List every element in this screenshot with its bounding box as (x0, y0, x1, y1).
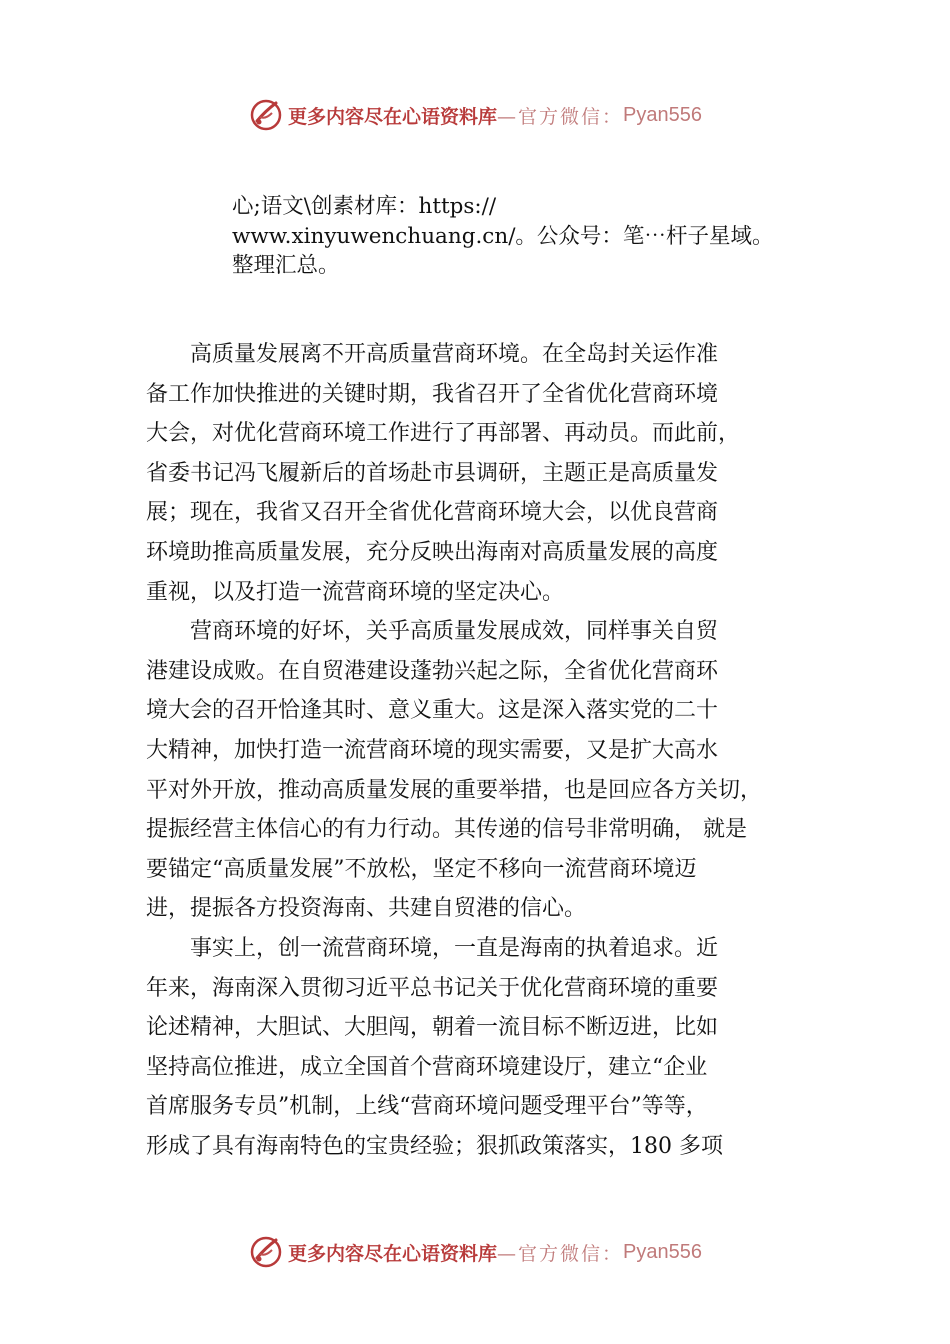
body-text-line: 备工作加快推进的关键时期，我省召开了全省优化营商环境 (146, 381, 719, 407)
body-text-line: 平对外开放，推动高质量发展的重要举措，也是回应各方关切， (146, 777, 763, 803)
body-text-line: 大会，对优化营商环境工作进行了再部署、再动员。而此前， (146, 421, 741, 447)
body-text-line: 进，提振各方投资海南、共建自贸港的信心。 (146, 896, 587, 922)
body-text-line: 大精神，加快打造一流营商环境的现实需要，又是扩大高水 (146, 737, 719, 763)
banner-wechat-id: Pyan556 (623, 1240, 702, 1263)
body-text-line: 事实上，创一流营商环境，一直是海南的执着追求。近 (146, 935, 719, 961)
header-banner (0, 95, 950, 135)
banner-wechat-label: —官方微信： (497, 1242, 624, 1265)
body-text-line: 环境助推高质量发展，充分反映出海南对高质量发展的高度 (146, 539, 719, 565)
body-text-line: 重视，以及打造一流营商环境的坚定决心。 (146, 579, 565, 605)
body-text-line: 形成了具有海南特色的宝贵经验；狠抓政策落实，180 多项 (146, 1133, 723, 1159)
body-text-line: 坚持高位推进，成立全国首个营商环境建设厅，建立“企业 (146, 1054, 708, 1080)
banner-wechat-label: —官方微信： (497, 105, 624, 128)
body-text-line: 提振经营主体信心的有力行动。其传递的信号非常明确， 就是 (146, 817, 747, 843)
banner-wechat-id: Pyan556 (623, 103, 702, 126)
body-text-line: 境大会的召开恰逢其时、意义重大。这是深入落实党的二十 (146, 698, 719, 724)
banner-title: 更多内容尽在心语资料库 (288, 1242, 498, 1265)
brush-logo-icon (248, 1234, 284, 1270)
body-text-line: 高质量发展离不开高质量营商环境。在全岛封关运作准 (146, 342, 719, 367)
article-body (146, 335, 846, 1166)
body-text-line: 首席服务专员”机制，上线“营商环境问题受理平台”等等， (146, 1094, 708, 1120)
body-text-line: 港建设成败。在自贸港建设蓬勃兴起之际，全省优化营商环 (146, 658, 719, 684)
body-text-line: 论述精神，大胆试、大胆闯，朝着一流目标不断迈进，比如 (146, 1015, 719, 1041)
body-text-line: 省委书记冯飞履新后的首场赴市县调研，主题正是高质量发 (146, 460, 719, 486)
body-text-line: 营商环境的好坏，关乎高质量发展成效，同样事关自贸 (146, 619, 719, 645)
body-text-line: 展；现在，我省又召开全省优化营商环境大会，以优良营商 (146, 500, 719, 526)
footer-banner (0, 1232, 950, 1272)
banner-title: 更多内容尽在心语资料库 (288, 105, 498, 128)
body-text-line: 要锚定“高质量发展”不放松，坚定不移向一流营商环境迈 (146, 856, 697, 882)
body-text-line: 年来，海南深入贯彻习近平总书记关于优化营商环境的重要 (146, 975, 719, 1001)
brush-logo-icon (248, 97, 284, 133)
intro-note: 心;语文\创素材库：https:// www.xinyuwenchuang.cn/。公众号：笔⋯杆子星域。 整理汇总。 (232, 194, 774, 278)
